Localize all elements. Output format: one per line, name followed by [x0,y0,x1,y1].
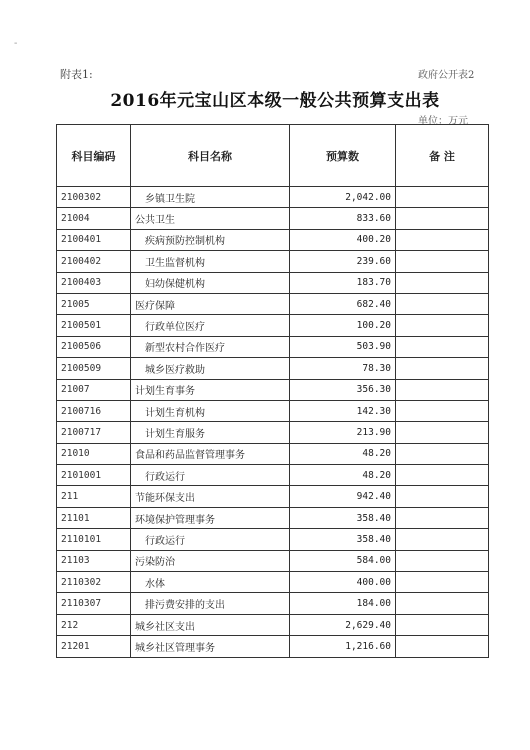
row-note [396,379,489,400]
table-header-row [57,125,489,187]
table-row [57,358,489,379]
row-note [396,486,489,507]
row-note [396,593,489,614]
attachment-label: 附表1: [60,68,93,81]
table-row [57,315,489,336]
row-note [396,293,489,314]
table-row [57,486,489,507]
row-amount: 100.20 [290,315,396,336]
row-code: 21010 [57,443,131,464]
row-code: 21101 [57,507,131,528]
row-code: 2100716 [57,400,131,421]
row-amount: 2,629.40 [290,614,396,635]
table-row [57,187,489,208]
row-note [396,443,489,464]
row-code: 211 [57,486,131,507]
table-row [57,465,489,486]
column-header-code: 科目编码 [57,125,131,187]
row-code: 2110307 [57,593,131,614]
row-name: 妇幼保健机构 [131,272,290,293]
row-name: 环境保护管理事务 [131,507,290,528]
row-amount: 184.00 [290,593,396,614]
budget-table [56,124,489,658]
row-amount: 183.70 [290,272,396,293]
row-note [396,272,489,293]
row-code: 2110302 [57,572,131,593]
row-note [396,187,489,208]
table-row [57,443,489,464]
column-header-amount: 预算数 [290,125,396,187]
row-amount: 78.30 [290,358,396,379]
row-name: 城乡社区管理事务 [131,636,290,657]
row-amount: 358.40 [290,507,396,528]
column-header-note: 备 注 [396,125,489,187]
row-amount: 833.60 [290,208,396,229]
row-note [396,208,489,229]
row-name: 城乡医疗救助 [131,358,290,379]
unit-label: 单位：万元 [418,116,468,127]
row-amount: 2,042.00 [290,187,396,208]
row-amount: 48.20 [290,443,396,464]
row-code: 21004 [57,208,131,229]
table-row [57,422,489,443]
row-amount: 584.00 [290,550,396,571]
row-amount: 503.90 [290,336,396,357]
row-note [396,572,489,593]
row-amount: 213.90 [290,422,396,443]
row-name: 食品和药品监督管理事务 [131,443,290,464]
row-note [396,358,489,379]
table-row [57,272,489,293]
row-amount: 142.30 [290,400,396,421]
column-header-name: 科目名称 [131,125,290,187]
row-amount: 400.00 [290,572,396,593]
table-row [57,251,489,272]
table-row [57,208,489,229]
row-note [396,400,489,421]
row-name: 行政运行 [131,465,290,486]
row-note [396,229,489,250]
table-row [57,636,489,657]
row-code: 21005 [57,293,131,314]
table-row [57,614,489,635]
row-code: 2100509 [57,358,131,379]
row-code: 2100302 [57,187,131,208]
row-name: 新型农村合作医疗 [131,336,290,357]
page-title: 2016年元宝山区本级一般公共预算支出表 [110,91,440,111]
row-code: 21201 [57,636,131,657]
row-code: 2100402 [57,251,131,272]
row-note [396,336,489,357]
row-note [396,465,489,486]
row-code: 2100717 [57,422,131,443]
row-name: 公共卫生 [131,208,290,229]
table-number-label: 政府公开表2 [418,70,475,81]
row-name: 水体 [131,572,290,593]
row-name: 污染防治 [131,550,290,571]
table-row [57,400,489,421]
table-row [57,229,489,250]
row-note [396,529,489,550]
row-code: 2101001 [57,465,131,486]
row-name: 计划生育机构 [131,400,290,421]
row-name: 计划生育事务 [131,379,290,400]
row-code: 212 [57,614,131,635]
row-code: 2100401 [57,229,131,250]
row-name: 卫生监督机构 [131,251,290,272]
row-code: 21103 [57,550,131,571]
row-amount: 942.40 [290,486,396,507]
table-row [57,293,489,314]
row-name: 行政运行 [131,529,290,550]
row-amount: 400.20 [290,229,396,250]
row-name: 医疗保障 [131,293,290,314]
row-code: 2100506 [57,336,131,357]
row-note [396,614,489,635]
row-note [396,550,489,571]
row-note [396,422,489,443]
row-amount: 48.20 [290,465,396,486]
row-amount: 682.40 [290,293,396,314]
row-name: 疾病预防控制机构 [131,229,290,250]
row-amount: 1,216.60 [290,636,396,657]
row-note [396,636,489,657]
table-row [57,550,489,571]
row-name: 节能环保支出 [131,486,290,507]
row-code: 2100403 [57,272,131,293]
corner-mark: - [14,38,18,49]
table-row [57,572,489,593]
row-amount: 239.60 [290,251,396,272]
row-note [396,251,489,272]
row-name: 行政单位医疗 [131,315,290,336]
row-name: 城乡社区支出 [131,614,290,635]
row-code: 2100501 [57,315,131,336]
row-code: 2110101 [57,529,131,550]
table-row [57,379,489,400]
table-row [57,336,489,357]
table-row [57,507,489,528]
row-name: 排污费安排的支出 [131,593,290,614]
table-row [57,529,489,550]
row-note [396,315,489,336]
row-amount: 356.30 [290,379,396,400]
row-name: 计划生育服务 [131,422,290,443]
table-row [57,593,489,614]
row-note [396,507,489,528]
row-code: 21007 [57,379,131,400]
row-name: 乡镇卫生院 [131,187,290,208]
row-amount: 358.40 [290,529,396,550]
